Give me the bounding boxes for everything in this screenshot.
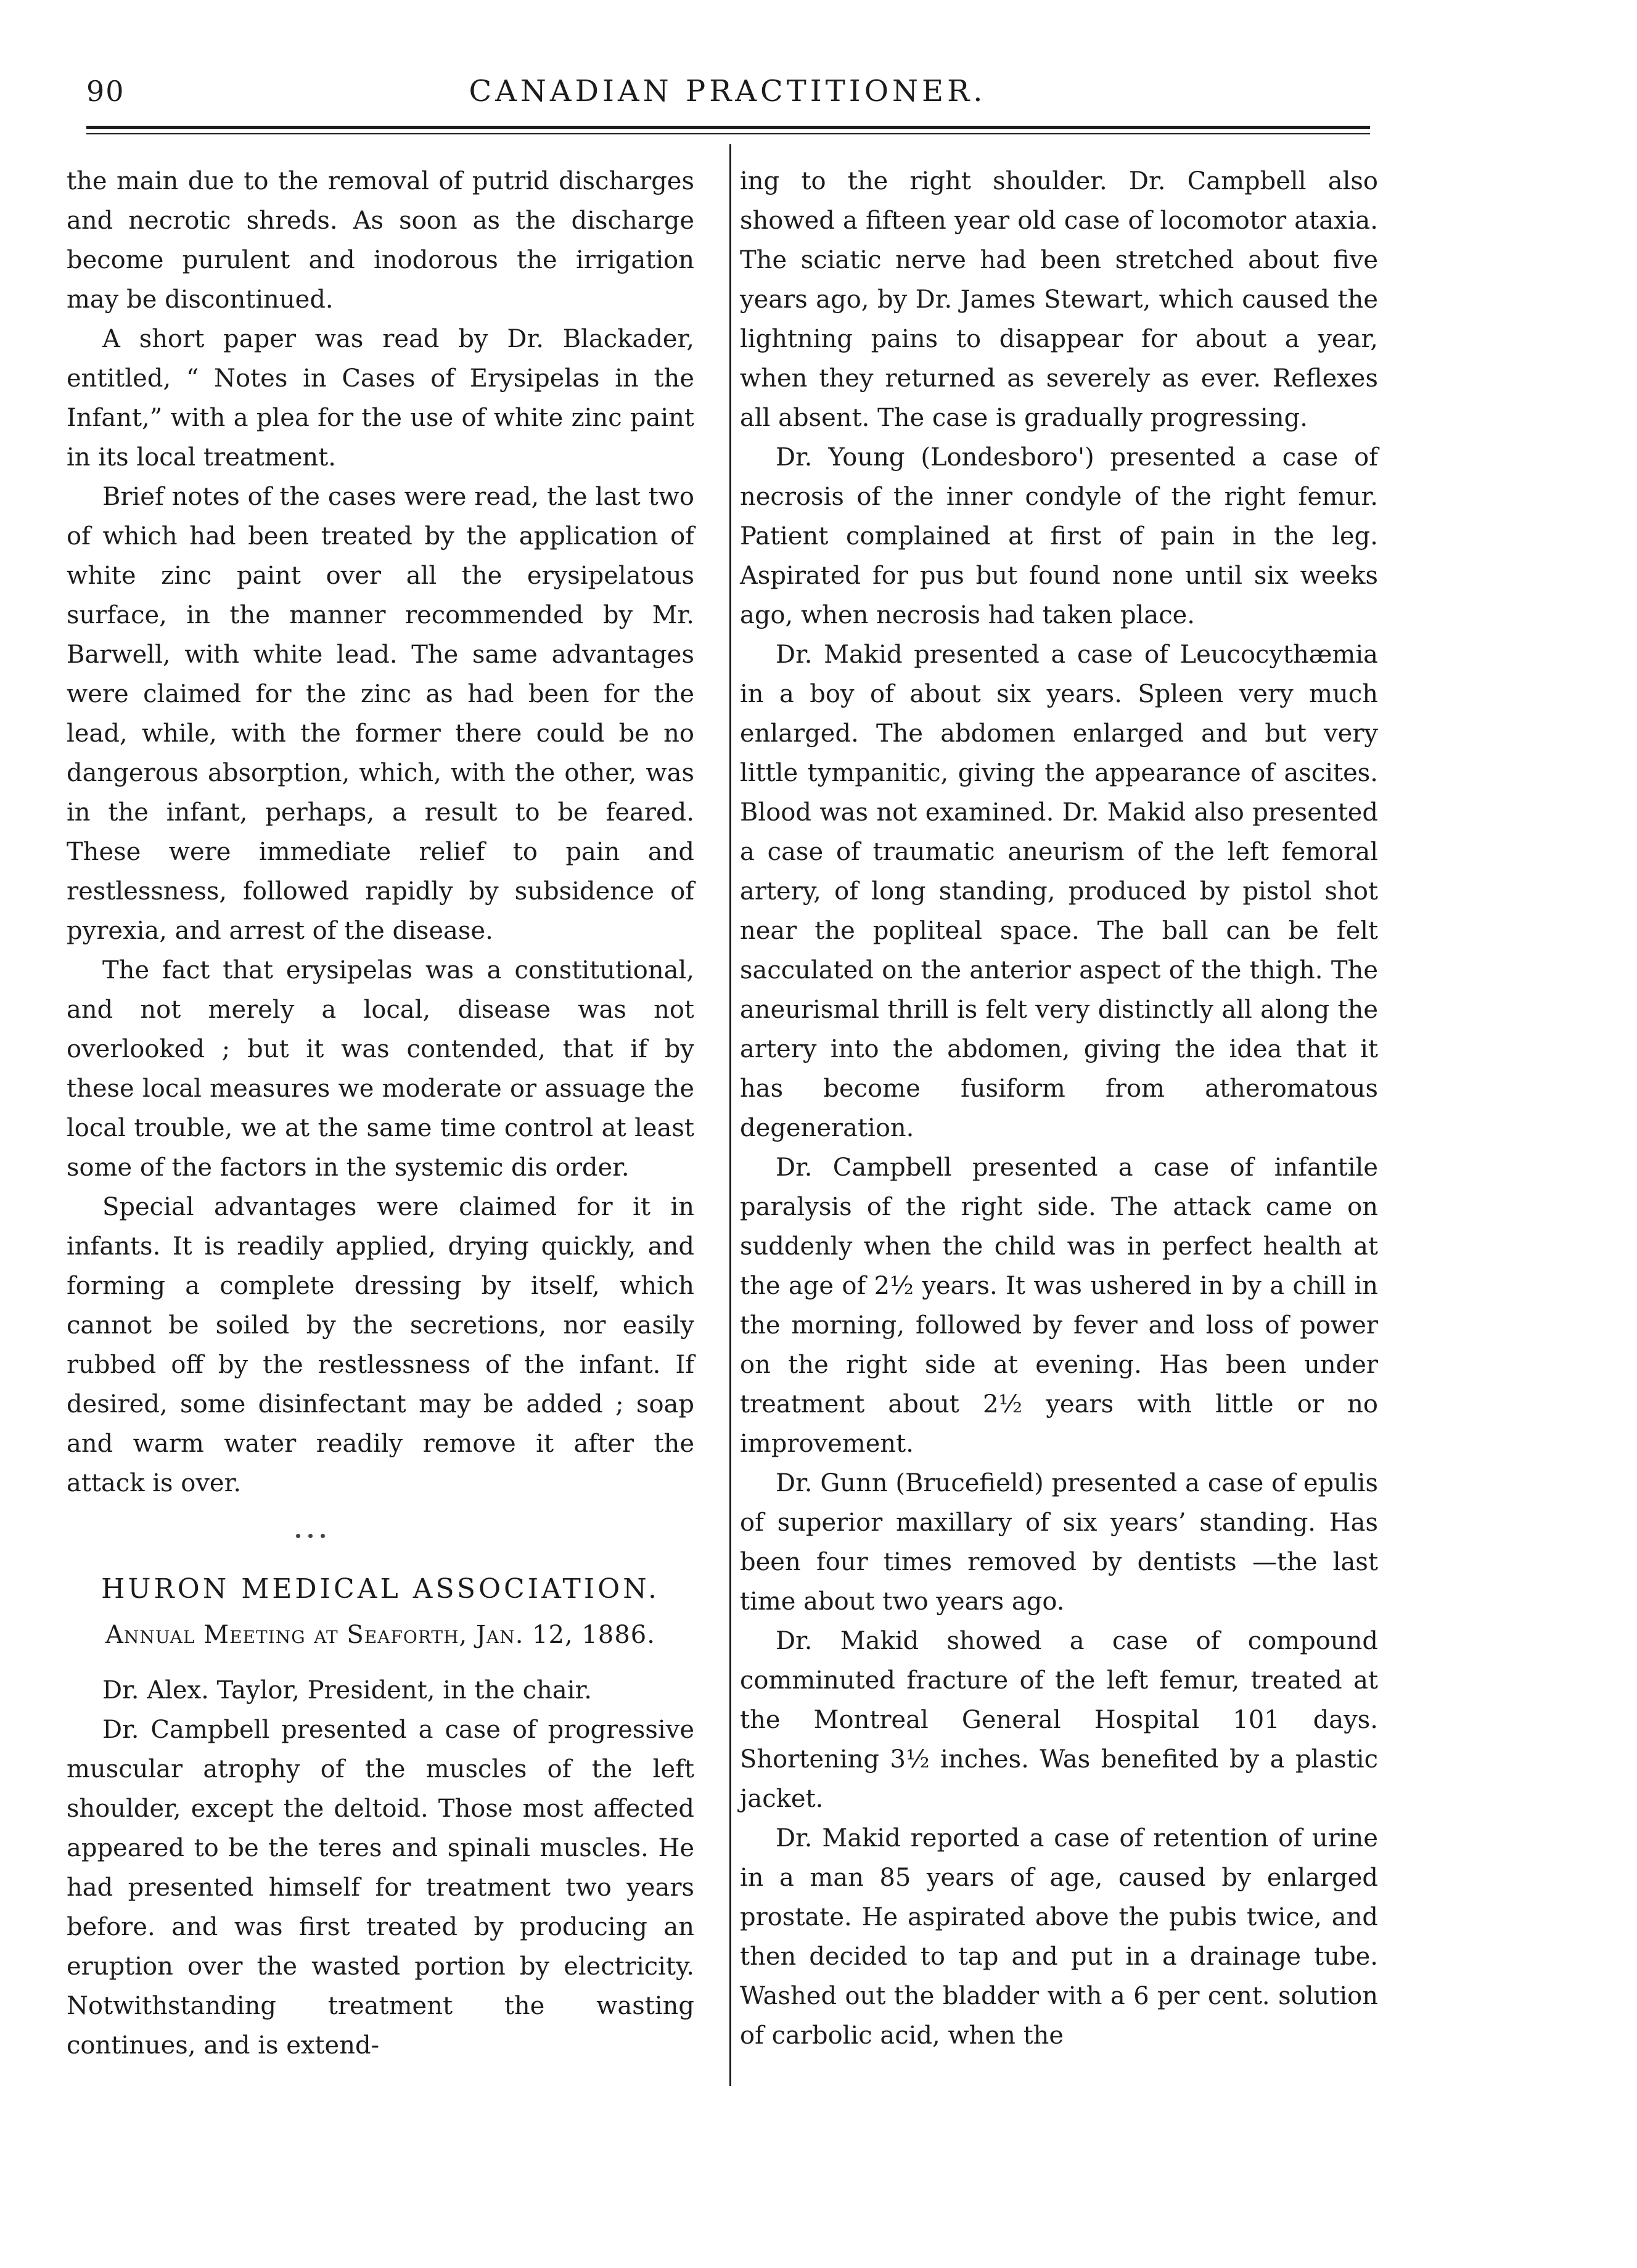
right-column	[740, 162, 1378, 2055]
paragraph: Brief notes of the cases were read, the last two of which had been treated by the application of white zinc paint over all the erysipelatous surface, in the manner recommended by Mr. Barwell, with white lead. The same advantages were claimed for the zinc as had been for the lead, while, with the former there could be no dangerous absorption, which, with the other, was in the infant, perhaps, a result to be feared. These were immediate relief to pain and restlessness, followed rapidly by subsidence of pyrexia, and arrest of the disease.	[67, 483, 694, 945]
paragraph: ing to the right shoulder. Dr. Campbell also showed a fifteen year old case of locomotor ataxia. The sciatic nerve had been stretched about five years ago, by Dr. James Stewart, which caused the lightning pains to disappear for about a year, when they returned as severely as ever. Reflexes all absent. The case is gradually progressing.	[740, 167, 1378, 432]
paragraph: The fact that erysipelas was a constitutional, and not merely a local, disease was not overlooked ; but it was contended, that if by these local measures we moderate or assuage the local trouble, we at the same time control at least some of the factors in the systemic dis order.	[67, 956, 694, 1182]
paragraph: Special advantages were claimed for it in infants. It is readily applied, drying quickly, and forming a complete dressing by itself, which cannot be soiled by the secretions, nor easily rubbed off by the restlessness of the infant. If desired, some disinfectant may be added ; soap and warm water readily remove it after the attack is over.	[67, 1193, 694, 1497]
column-divider	[729, 144, 731, 2086]
section-subheading: Annual Meeting at Seaforth, Jan. 12, 1886.	[105, 1621, 655, 1649]
section-heading: HURON MEDICAL ASSOCIATION.	[101, 1573, 660, 1605]
paragraph: A short paper was read by Dr. Blackader, entitled, “ Notes in Cases of Erysipelas in the Infant,” with a plea for the use of white zinc paint in its local treatment.	[67, 325, 694, 472]
page-number: 90	[86, 75, 125, 108]
left-column	[67, 162, 694, 2065]
paragraph: Dr. Campbell presented a case of infantile paralysis of the right side. The attack came on suddenly when the child was in perfect health at the age of 2½ years. It was ushered in by a chill in the morning, followed by fever and loss of power on the right side at evening. Has been under treatment about 2½ years with little or no improvement.	[740, 1153, 1378, 1458]
paragraph: Dr. Alex. Taylor, President, in the chair.	[102, 1676, 592, 1705]
paragraph: Dr. Young (Londesboro') presented a case of necrosis of the inner condyle of the right femur. Patient complained at first of pain in the leg. Aspirated for pus but found none until six weeks ago, when necrosis had taken place.	[740, 443, 1378, 629]
section-separator	[67, 1503, 694, 1551]
header-rule-thick	[86, 126, 1370, 129]
header-rule-thin	[86, 133, 1370, 134]
page-header	[86, 73, 1369, 122]
paragraph: Dr. Makid reported a case of retention of urine in a man 85 years of age, caused by enlarged prostate. He aspirated above the pubis twice, and then decided to tap and put in a drainage tube. Washed out the bladder with a 6 per cent. solution of carbolic acid, when the	[740, 1824, 1378, 2050]
paragraph: Dr. Campbell presented a case of progressive muscular atrophy of the muscles of the left shoulder, except the deltoid. Those most affected appeared to be the teres and spinali muscles. He had presented himself for treatment two years before. and was first treated by producing an eruption over the wasted portion by electricity. Notwithstanding treatment the wasting continues, and is extend-	[67, 1716, 694, 2060]
running-title: CANADIAN PRACTITIONER.	[469, 74, 987, 108]
paragraph: the main due to the removal of putrid discharges and necrotic shreds. As soon as the discharge become purulent and inodorous the irrigation may be discontinued.	[67, 167, 694, 314]
paragraph: Dr. Gunn (Brucefield) presented a case of epulis of superior maxillary of six years’ standing. Has been four times removed by dentists —the last time about two years ago.	[740, 1469, 1378, 1616]
paragraph: Dr. Makid showed a case of compound comminuted fracture of the left femur, treated at the Montreal General Hospital 101 days. Shortening 3½ inches. Was benefited by a plastic jacket.	[740, 1627, 1378, 1813]
paragraph: Dr. Makid presented a case of Leucocythæmia in a boy of about six years. Spleen very much enlarged. The abdomen enlarged and but very little tympanitic, giving the appearance of ascites. Blood was not examined. Dr. Makid also presented a case of traumatic aneurism of the left femoral artery, of long standing, produced by pistol shot near the popliteal space. The ball can be felt sacculated on the anterior aspect of the thigh. The aneurismal thrill is felt very distinctly all along the artery into the abdomen, giving the idea that it has become fusiform from atheromatous degeneration.	[740, 641, 1378, 1142]
